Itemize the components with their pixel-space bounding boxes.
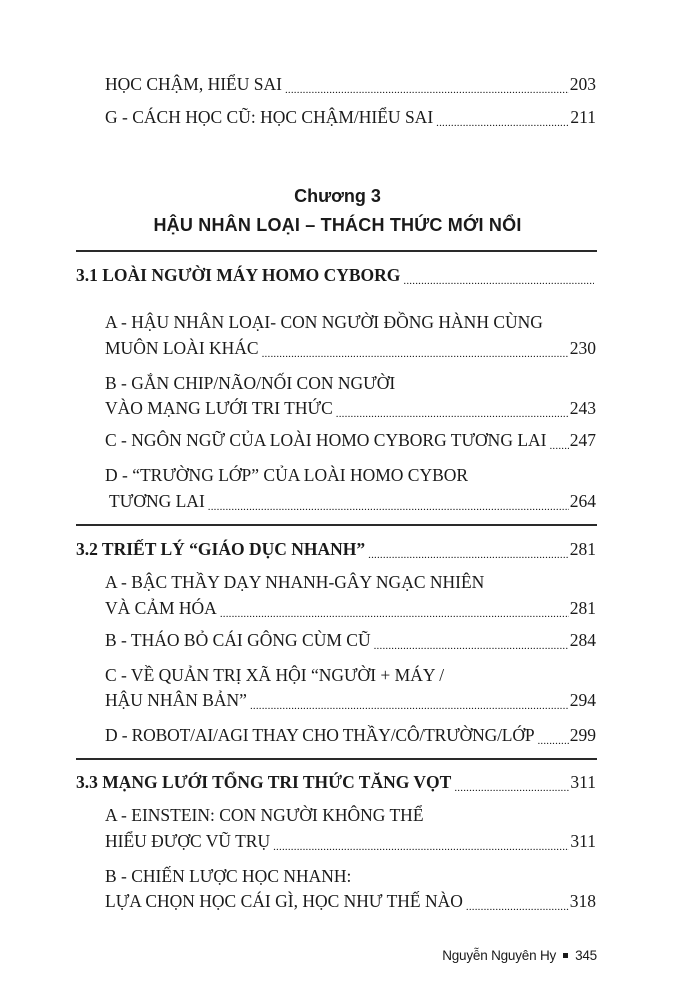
toc-entry-page: 311 bbox=[570, 831, 596, 851]
leader-dots bbox=[549, 432, 568, 452]
section-heading[interactable] bbox=[76, 770, 596, 794]
leader-dots bbox=[374, 632, 569, 652]
leader-dots bbox=[537, 727, 568, 747]
section-title: 3.1 LOÀI NGƯỜI MÁY HOMO CYBORG bbox=[76, 265, 401, 285]
toc-entry-page: 318 bbox=[569, 891, 596, 911]
leader-dots bbox=[403, 267, 594, 287]
footer-page-number: 345 bbox=[575, 948, 597, 963]
leader-dots bbox=[436, 109, 569, 129]
square-bullet-icon bbox=[563, 953, 568, 958]
section-page: 281 bbox=[569, 539, 596, 559]
toc-entry-title: TƯƠNG LAI bbox=[105, 491, 205, 511]
toc-entry-page: 203 bbox=[569, 74, 596, 94]
toc-entry[interactable] bbox=[105, 889, 596, 913]
toc-entry-title-line1: B - GẮN CHIP/NÃO/NỐI CON NGƯỜI bbox=[105, 373, 396, 393]
divider bbox=[76, 524, 597, 526]
toc-entry[interactable] bbox=[105, 336, 596, 360]
toc-entry[interactable] bbox=[105, 723, 596, 747]
toc-entry-title: VÀ CẢM HÓA bbox=[105, 598, 217, 618]
leader-dots bbox=[250, 692, 569, 712]
leader-dots bbox=[273, 833, 569, 853]
chapter-number: Chương 3 bbox=[294, 186, 381, 206]
toc-entry-title: HẬU NHÂN BẢN” bbox=[105, 690, 247, 710]
toc-entry-title-line1: C - VỀ QUẢN TRỊ XÃ HỘI “NGƯỜI + MÁY / bbox=[105, 665, 445, 685]
toc-entry-title-line1: A - HẬU NHÂN LOẠI- CON NGƯỜI ĐỒNG HÀNH CÙNG bbox=[105, 312, 543, 332]
toc-entry[interactable] bbox=[105, 489, 596, 513]
toc-entry-title: HỌC CHẬM, HIỂU SAI bbox=[105, 74, 282, 94]
toc-entry[interactable] bbox=[105, 628, 596, 652]
leader-dots bbox=[208, 493, 569, 513]
toc-entry-page: 211 bbox=[570, 107, 596, 127]
toc-entry-page: 243 bbox=[569, 398, 596, 418]
section-title: 3.3 MẠNG LƯỚI TỔNG TRI THỨC TĂNG VỌT bbox=[76, 772, 452, 792]
leader-dots bbox=[454, 774, 569, 794]
toc-entry-title: D - ROBOT/AI/AGI THAY CHO THẦY/CÔ/TRƯỜNG/LỚP bbox=[105, 725, 535, 745]
leader-dots bbox=[262, 340, 569, 360]
toc-entry-title: G - CÁCH HỌC CŨ: HỌC CHẬM/HIỂU SAI bbox=[105, 107, 434, 127]
chapter-title: HẬU NHÂN LOẠI – THÁCH THỨC MỚI NỔI bbox=[153, 215, 522, 235]
section-heading[interactable] bbox=[76, 537, 596, 561]
leader-dots bbox=[336, 400, 569, 420]
toc-entry[interactable] bbox=[105, 72, 596, 96]
toc-entry[interactable] bbox=[105, 829, 596, 853]
footer-author: Nguyễn Nguyên Hy bbox=[442, 948, 557, 963]
toc-entry-title: B - THÁO BỎ CÁI GÔNG CÙM CŨ bbox=[105, 630, 371, 650]
divider bbox=[76, 758, 597, 760]
toc-entry-page: 230 bbox=[569, 338, 596, 358]
toc-entry[interactable] bbox=[105, 688, 596, 712]
toc-entry-page: 294 bbox=[569, 690, 596, 710]
toc-entry[interactable] bbox=[105, 596, 596, 620]
toc-entry-title: MUÔN LOÀI KHÁC bbox=[105, 338, 259, 358]
toc-entry[interactable] bbox=[105, 105, 596, 129]
toc-entry-title: VÀO MẠNG LƯỚI TRI THỨC bbox=[105, 398, 333, 418]
section-page: 311 bbox=[570, 772, 596, 792]
leader-dots bbox=[466, 893, 569, 913]
toc-entry-title: LỰA CHỌN HỌC CÁI GÌ, HỌC NHƯ THẾ NÀO bbox=[105, 891, 463, 911]
toc-entry-page: 264 bbox=[569, 491, 596, 511]
toc-entry-title-line1: A - BẬC THẦY DẠY NHANH-GÂY NGẠC NHIÊN bbox=[105, 572, 485, 592]
section-heading[interactable] bbox=[76, 263, 596, 287]
toc-entry-page: 284 bbox=[569, 630, 596, 650]
leader-dots bbox=[220, 600, 569, 620]
toc-entry[interactable] bbox=[105, 396, 596, 420]
toc-entry-title: C - NGÔN NGỮ CỦA LOÀI HOMO CYBORG TƯƠNG LAI bbox=[105, 430, 547, 450]
toc-entry-page: 299 bbox=[569, 725, 596, 745]
toc-entry[interactable] bbox=[105, 428, 596, 452]
toc-entry-title: HIỂU ĐƯỢC VŨ TRỤ bbox=[105, 831, 271, 851]
toc-entry-page: 247 bbox=[569, 430, 596, 450]
divider bbox=[76, 250, 597, 252]
toc-entry-page: 281 bbox=[569, 598, 596, 618]
section-title: 3.2 TRIẾT LÝ “GIÁO DỤC NHANH” bbox=[76, 539, 366, 559]
toc-entry-title-line1: B - CHIẾN LƯỢC HỌC NHANH: bbox=[105, 866, 352, 886]
leader-dots bbox=[368, 541, 569, 561]
page-footer bbox=[442, 948, 597, 963]
toc-entry-title-line1: D - “TRƯỜNG LỚP” CỦA LOÀI HOMO CYBOR bbox=[105, 465, 469, 485]
toc-entry-title-line1: A - EINSTEIN: CON NGƯỜI KHÔNG THỂ bbox=[105, 805, 424, 825]
leader-dots bbox=[285, 76, 569, 96]
